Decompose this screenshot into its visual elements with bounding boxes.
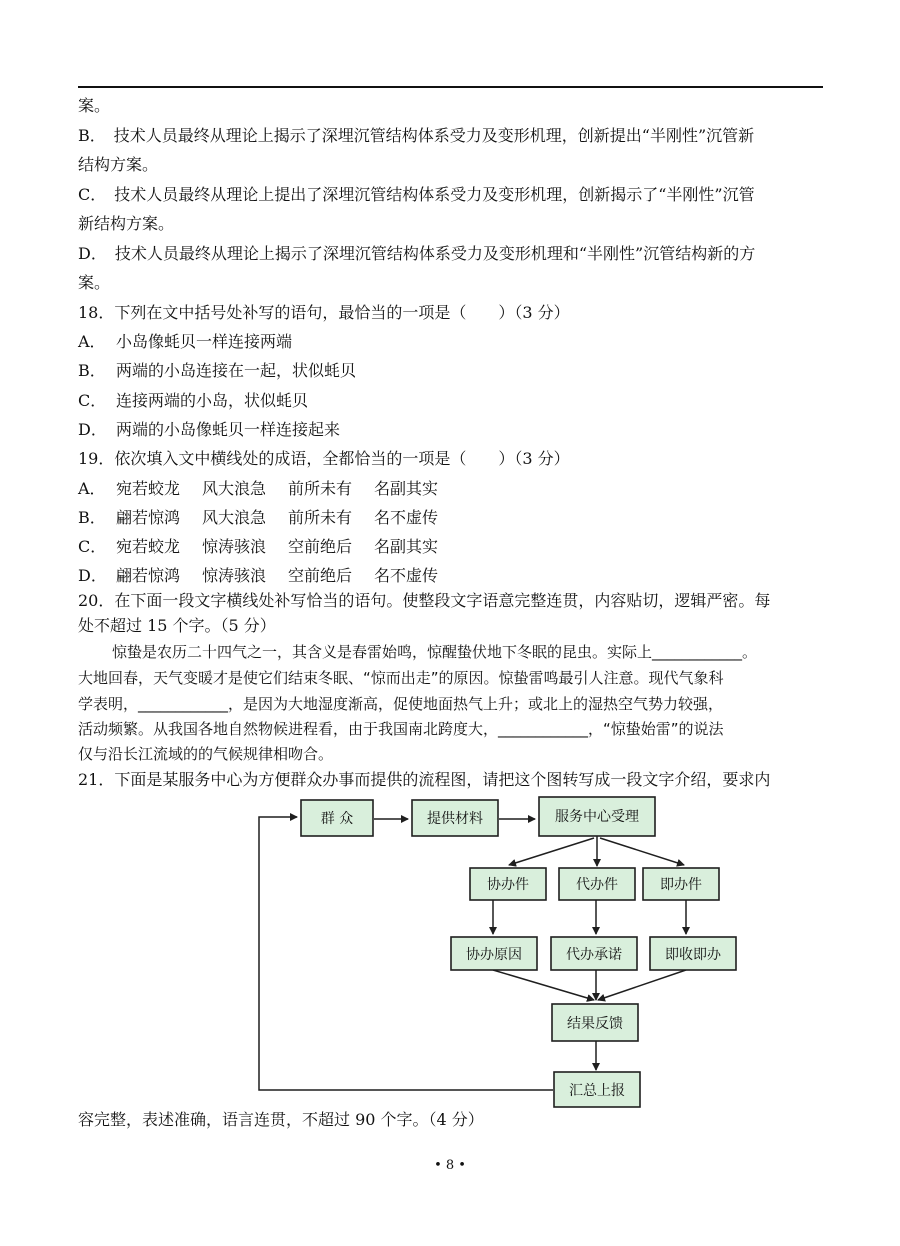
box-label: 结果反馈 (567, 1016, 623, 1032)
idiom-4: 名副其实 (374, 537, 439, 556)
q17-option-c-line2: 新结构方案。 (78, 214, 175, 233)
q20-passage-line5: 仅与沿长江流域的的气候规律相吻合。 (78, 745, 334, 763)
q21-stem-line1: 21．下面是某服务中心为方便群众办事而提供的流程图，请把这个图转写成一段文字介绍，要求内 (78, 770, 771, 789)
q20-passage-line2: 大地回春，天气变暖才是使它们结束冬眠、“惊而出走”的原因。惊蛰雷鸣最引人注意。现代气象科 (78, 669, 724, 687)
arrow-yuanyin-to-fankui (493, 970, 594, 1000)
q17-option-b-line1: B． 技术人员最终从理论上揭示了深埋沉管结构体系受力及变形机理，创新提出“半刚性”沉管新 (78, 126, 755, 145)
q17-option-d-line2: 案。 (78, 273, 111, 292)
arrow-jishou-to-fankui (598, 970, 686, 1000)
idiom-4: 名不虚传 (374, 508, 439, 527)
q17-option-d-line1: D． 技术人员最终从理论上揭示了深埋沉管结构体系受力及变形机理和“半刚性”沉管结构新的方 (78, 244, 756, 263)
box-jiban (643, 868, 719, 900)
box-fankui (552, 1004, 638, 1041)
idiom-2: 风大浪急 (202, 508, 267, 527)
box-label: 群 众 (320, 811, 354, 827)
box-yuanyin (451, 937, 537, 970)
box-label: 即办件 (660, 877, 702, 893)
option-text: 两端的小岛像蚝贝一样连接起来 (116, 420, 341, 439)
q18-stem: 18．下列在文中括号处补写的语句，最恰当的一项是（ ）（3 分） (78, 303, 570, 322)
q20-stem-line1: 20．在下面一段文字横线处补写恰当的语句。使整段文字语意完整连贯，内容贴切，逻辑严密。每 (78, 591, 771, 610)
idiom-1: 宛若蛟龙 (116, 479, 181, 498)
box-qunzhong (301, 800, 373, 836)
option-text: 小岛像蚝贝一样连接两端 (116, 332, 293, 351)
page-number: • 8 • (434, 1158, 466, 1173)
box-label: 协办件 (487, 877, 529, 893)
option-key: C． (78, 391, 107, 410)
arrow-shouli-to-jiban (600, 838, 684, 865)
idiom-1: 翩若惊鸿 (116, 566, 181, 585)
option-key: B． (78, 361, 106, 380)
box-xieban (470, 868, 546, 900)
idiom-2: 惊涛骇浪 (202, 537, 267, 556)
option-key: B． (78, 508, 106, 527)
q20-passage-line3: 学表明，____________，是因为大地湿度渐高，促使地面热气上升；或北上的湿热空气势力较强， (78, 695, 724, 713)
option-key: D． (78, 566, 107, 585)
option-text: 连接两端的小岛，状似蚝贝 (116, 391, 309, 410)
option-key: A． (78, 479, 106, 498)
box-tigong (412, 800, 498, 836)
box-shangbao (554, 1072, 640, 1107)
idiom-3: 前所未有 (288, 508, 353, 527)
box-daiban (559, 868, 635, 900)
box-label: 代办承诺 (566, 947, 622, 963)
q17-tail-line: 案。 (78, 96, 111, 115)
idiom-1: 宛若蛟龙 (116, 537, 181, 556)
q19-stem: 19．依次填入文中横线处的成语，全都恰当的一项是（ ）（3 分） (78, 449, 570, 468)
q17-option-b-line2: 结构方案。 (78, 155, 159, 174)
box-label: 提供材料 (427, 811, 483, 827)
idiom-3: 前所未有 (288, 479, 353, 498)
idiom-2: 惊涛骇浪 (202, 566, 267, 585)
option-key: A． (78, 332, 106, 351)
box-label: 即收即办 (665, 947, 721, 963)
box-label: 代办件 (576, 877, 618, 893)
box-chengnuo (551, 937, 637, 970)
q20-passage-line4: 活动频繁。从我国各地自然物候进程看，由于我国南北跨度大，____________，“惊蛰始雷”的说法 (78, 720, 724, 738)
box-label: 汇总上报 (569, 1083, 625, 1099)
idiom-3: 空前绝后 (288, 537, 353, 556)
option-key: D． (78, 420, 107, 439)
idiom-3: 空前绝后 (288, 566, 353, 585)
box-label: 服务中心受理 (555, 809, 639, 825)
q21-stem-line2: 容完整，表述准确，语言连贯，不超过 90 个字。（4 分） (78, 1110, 484, 1129)
q17-option-c-line1: C． 技术人员最终从理论上提出了深埋沉管结构体系受力及变形机理，创新揭示了“半刚性”沉管 (78, 185, 755, 204)
idiom-2: 风大浪急 (202, 479, 267, 498)
arrow-shouli-to-xieban (509, 838, 594, 865)
idiom-4: 名副其实 (374, 479, 439, 498)
q20-stem-line2: 处不超过 15 个字。（5 分） (78, 616, 276, 635)
box-label: 协办原因 (466, 947, 522, 963)
box-jishou (650, 937, 736, 970)
option-text: 两端的小岛连接在一起，状似蚝贝 (116, 361, 357, 380)
q20-passage-line1: 惊蛰是农历二十四气之一，其含义是春雷始鸣，惊醒蛰伏地下冬眠的昆虫。实际上____________。 (112, 643, 758, 661)
idiom-4: 名不虚传 (374, 566, 439, 585)
idiom-1: 翩若惊鸿 (116, 508, 181, 527)
option-key: C． (78, 537, 107, 556)
box-shouli (539, 797, 655, 836)
